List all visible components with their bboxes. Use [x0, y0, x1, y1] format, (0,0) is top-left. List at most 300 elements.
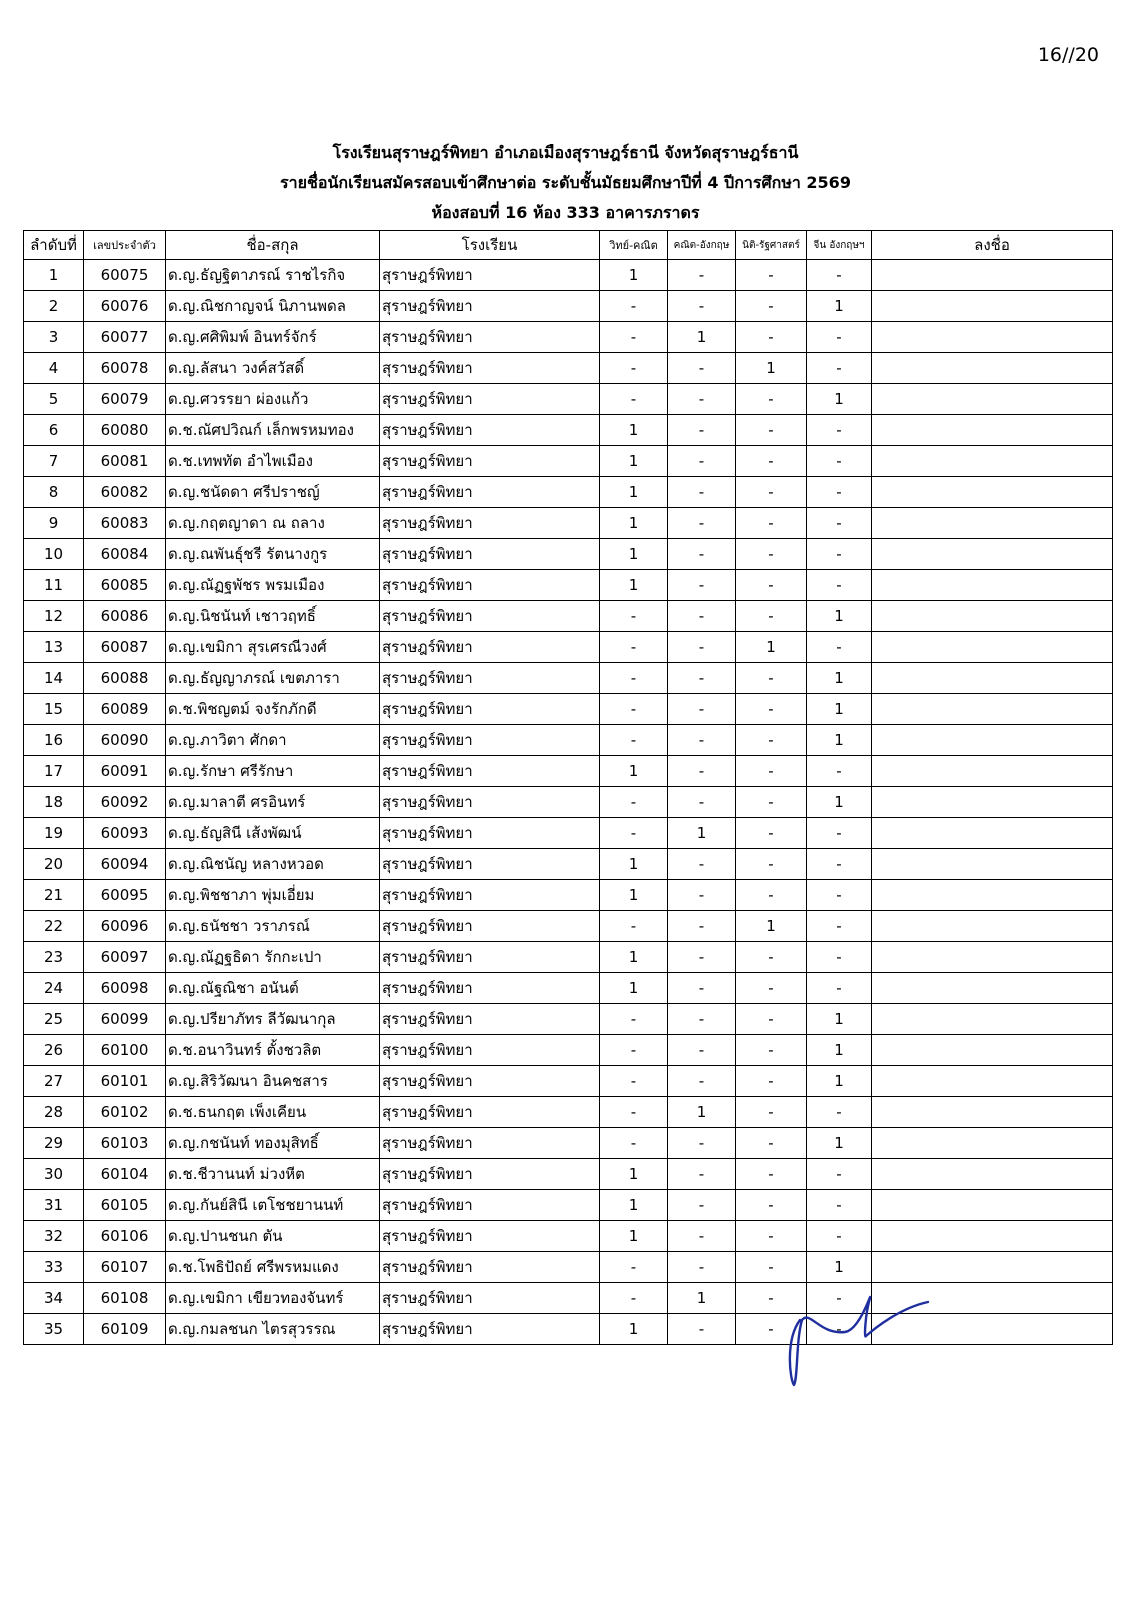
student-id: 60087 [84, 632, 166, 663]
table-row [24, 756, 1113, 787]
student-name: ด.ญ.ณัฏฐพัชร พรมเมือง [166, 570, 380, 601]
signature-cell [872, 911, 1113, 942]
row-number: 24 [24, 973, 84, 1004]
student-id: 60089 [84, 694, 166, 725]
sci-math-mark: 1 [600, 415, 668, 446]
student-name: ด.ญ.ธัญฐิตาภรณ์ ราชไรกิจ [166, 260, 380, 291]
math-eng-mark: - [668, 694, 736, 725]
table-row [24, 1314, 1113, 1345]
signature-cell [872, 663, 1113, 694]
law-polsci-mark: - [736, 663, 807, 694]
school-name: สุราษฎร์พิทยา [380, 322, 600, 353]
math-eng-mark: - [668, 539, 736, 570]
signature-cell [872, 353, 1113, 384]
chinese-eng-mark: - [807, 1221, 872, 1252]
signature-cell [872, 880, 1113, 911]
signature-cell [872, 508, 1113, 539]
math-eng-mark: - [668, 756, 736, 787]
signature-cell [872, 1004, 1113, 1035]
student-id: 60084 [84, 539, 166, 570]
student-name: ด.ญ.ปานชนก ตัน [166, 1221, 380, 1252]
table-body [24, 260, 1113, 1345]
chinese-eng-mark: - [807, 1097, 872, 1128]
sci-math-mark: 1 [600, 570, 668, 601]
table-row [24, 849, 1113, 880]
chinese-eng-mark: - [807, 539, 872, 570]
student-id: 60088 [84, 663, 166, 694]
law-polsci-mark: - [736, 1066, 807, 1097]
exam-room-title: ห้องสอบที่ 16 ห้อง 333 อาคารภราดร [431, 203, 700, 222]
sci-math-mark: 1 [600, 477, 668, 508]
row-number: 18 [24, 787, 84, 818]
row-number: 6 [24, 415, 84, 446]
table-row [24, 942, 1113, 973]
table-row [24, 1159, 1113, 1190]
student-name: ด.ญ.กฤตญาดา ณ ถลาง [166, 508, 380, 539]
signature-cell [872, 1035, 1113, 1066]
student-id: 60093 [84, 818, 166, 849]
table-row [24, 973, 1113, 1004]
chinese-eng-mark: 1 [807, 787, 872, 818]
sci-math-mark: 1 [600, 260, 668, 291]
sci-math-mark: 1 [600, 1314, 668, 1345]
school-name: สุราษฎร์พิทยา [380, 1035, 600, 1066]
signature-cell [872, 632, 1113, 663]
school-name: สุราษฎร์พิทยา [380, 291, 600, 322]
student-id: 60095 [84, 880, 166, 911]
school-name: สุราษฎร์พิทยา [380, 1097, 600, 1128]
row-number: 21 [24, 880, 84, 911]
school-name: สุราษฎร์พิทยา [380, 570, 600, 601]
student-id: 60108 [84, 1283, 166, 1314]
school-name: สุราษฎร์พิทยา [380, 725, 600, 756]
school-name: สุราษฎร์พิทยา [380, 446, 600, 477]
table-row [24, 694, 1113, 725]
school-name: สุราษฎร์พิทยา [380, 1128, 600, 1159]
student-name: ด.ญ.กชนันท์ ทองมุสิทธิ์ [166, 1128, 380, 1159]
student-name: ด.ญ.ณพันธุ์ชรี รัตนางกูร [166, 539, 380, 570]
table-row [24, 632, 1113, 663]
student-name: ด.ญ.ธนัชชา วราภรณ์ [166, 911, 380, 942]
sci-math-mark: - [600, 911, 668, 942]
sci-math-mark: 1 [600, 756, 668, 787]
signature-cell [872, 446, 1113, 477]
student-id: 60081 [84, 446, 166, 477]
signature-cell [872, 384, 1113, 415]
row-number: 31 [24, 1190, 84, 1221]
sci-math-mark: 1 [600, 446, 668, 477]
math-eng-mark: - [668, 446, 736, 477]
signature-cell [872, 570, 1113, 601]
student-name: ด.ญ.ศศิพิมพ์ อินทร์จักร์ [166, 322, 380, 353]
row-number: 34 [24, 1283, 84, 1314]
sci-math-mark: - [600, 322, 668, 353]
table-row [24, 539, 1113, 570]
sci-math-mark: - [600, 601, 668, 632]
math-eng-mark: - [668, 1128, 736, 1159]
law-polsci-mark: - [736, 756, 807, 787]
sci-math-mark: - [600, 818, 668, 849]
table-row [24, 384, 1113, 415]
math-eng-mark: - [668, 942, 736, 973]
row-number: 19 [24, 818, 84, 849]
chinese-eng-mark: - [807, 1159, 872, 1190]
math-eng-mark: 1 [668, 1097, 736, 1128]
table-row [24, 570, 1113, 601]
row-number: 26 [24, 1035, 84, 1066]
law-polsci-mark: 1 [736, 353, 807, 384]
student-id: 60079 [84, 384, 166, 415]
sci-math-mark: - [600, 1066, 668, 1097]
math-eng-mark: - [668, 601, 736, 632]
table-row [24, 446, 1113, 477]
school-name: สุราษฎร์พิทยา [380, 384, 600, 415]
student-id: 60078 [84, 353, 166, 384]
student-id: 60099 [84, 1004, 166, 1035]
row-number: 16 [24, 725, 84, 756]
school-name: สุราษฎร์พิทยา [380, 601, 600, 632]
table-row [24, 1097, 1113, 1128]
student-name: ด.ญ.พิชชาภา พุ่มเอี่ยม [166, 880, 380, 911]
math-eng-mark: - [668, 384, 736, 415]
signature-cell [872, 1097, 1113, 1128]
school-name: สุราษฎร์พิทยา [380, 539, 600, 570]
chinese-eng-mark: - [807, 508, 872, 539]
student-id: 60080 [84, 415, 166, 446]
school-name: สุราษฎร์พิทยา [380, 911, 600, 942]
chinese-eng-mark: - [807, 942, 872, 973]
law-polsci-mark: - [736, 446, 807, 477]
student-name: ด.ญ.เขมิกา สุรเศรณีวงศ์ [166, 632, 380, 663]
row-number: 7 [24, 446, 84, 477]
sci-math-mark: - [600, 1097, 668, 1128]
chinese-eng-mark: - [807, 353, 872, 384]
math-eng-mark: - [668, 632, 736, 663]
math-eng-mark: 1 [668, 1283, 736, 1314]
chinese-eng-mark: 1 [807, 1066, 872, 1097]
chinese-eng-mark: - [807, 911, 872, 942]
chinese-eng-mark: 1 [807, 601, 872, 632]
law-polsci-mark: - [736, 849, 807, 880]
sci-math-mark: 1 [600, 1159, 668, 1190]
law-polsci-mark: - [736, 539, 807, 570]
sci-math-mark: - [600, 1283, 668, 1314]
student-name: ด.ญ.ณัฏฐธิดา รักกะเปา [166, 942, 380, 973]
row-number: 17 [24, 756, 84, 787]
school-name: สุราษฎร์พิทยา [380, 1159, 600, 1190]
law-polsci-mark: - [736, 1252, 807, 1283]
chinese-eng-mark: 1 [807, 1252, 872, 1283]
school-title: โรงเรียนสุราษฎร์พิทยา อำเภอเมืองสุราษฎร์ธานี จังหวัดสุราษฎร์ธานี [332, 143, 799, 162]
row-number: 12 [24, 601, 84, 632]
row-number: 25 [24, 1004, 84, 1035]
chinese-eng-mark: - [807, 1283, 872, 1314]
chinese-eng-mark: 1 [807, 725, 872, 756]
sci-math-mark: 1 [600, 942, 668, 973]
student-name: ด.ช.พิชญตม์ จงรักภักดี [166, 694, 380, 725]
table-header-row [24, 231, 1113, 260]
signature-cell [872, 818, 1113, 849]
math-eng-mark: - [668, 477, 736, 508]
law-polsci-mark: - [736, 1128, 807, 1159]
row-number: 20 [24, 849, 84, 880]
math-eng-mark: - [668, 1004, 736, 1035]
school-name: สุราษฎร์พิทยา [380, 508, 600, 539]
signature-cell [872, 849, 1113, 880]
law-polsci-mark: - [736, 601, 807, 632]
math-eng-mark: - [668, 353, 736, 384]
signature-cell [872, 539, 1113, 570]
school-name: สุราษฎร์พิทยา [380, 694, 600, 725]
signature-scribble [780, 1280, 940, 1400]
student-name: ด.ญ.ณัฐณิชา อนันต์ [166, 973, 380, 1004]
chinese-eng-mark: - [807, 818, 872, 849]
law-polsci-mark: - [736, 818, 807, 849]
chinese-eng-mark: - [807, 1314, 872, 1345]
student-id: 60097 [84, 942, 166, 973]
table-row [24, 260, 1113, 291]
school-name: สุราษฎร์พิทยา [380, 1314, 600, 1345]
column-header-school: โรงเรียน [380, 231, 600, 260]
sci-math-mark: 1 [600, 849, 668, 880]
math-eng-mark: - [668, 291, 736, 322]
row-number: 23 [24, 942, 84, 973]
signature-cell [872, 1252, 1113, 1283]
signature-cell [872, 477, 1113, 508]
law-polsci-mark: - [736, 477, 807, 508]
student-id: 60094 [84, 849, 166, 880]
student-id: 60092 [84, 787, 166, 818]
table-row [24, 353, 1113, 384]
signature-cell [872, 756, 1113, 787]
student-id: 60086 [84, 601, 166, 632]
student-id: 60076 [84, 291, 166, 322]
signature-cell [872, 1190, 1113, 1221]
student-name: ด.ญ.ณิชนัญ หลางหวอด [166, 849, 380, 880]
row-number: 13 [24, 632, 84, 663]
student-name: ด.ญ.ธัญสินี เส้งพัฒน์ [166, 818, 380, 849]
row-number: 2 [24, 291, 84, 322]
law-polsci-mark: - [736, 291, 807, 322]
law-polsci-mark: - [736, 508, 807, 539]
math-eng-mark: - [668, 1221, 736, 1252]
math-eng-mark: 1 [668, 818, 736, 849]
law-polsci-mark: - [736, 1190, 807, 1221]
school-name: สุราษฎร์พิทยา [380, 477, 600, 508]
row-number: 29 [24, 1128, 84, 1159]
row-number: 14 [24, 663, 84, 694]
math-eng-mark: - [668, 849, 736, 880]
school-name: สุราษฎร์พิทยา [380, 880, 600, 911]
student-name: ด.ญ.ลัสนา วงค์สวัสดิ์ [166, 353, 380, 384]
sci-math-mark: - [600, 1004, 668, 1035]
law-polsci-mark: - [736, 787, 807, 818]
row-number: 22 [24, 911, 84, 942]
chinese-eng-mark: 1 [807, 291, 872, 322]
law-polsci-mark: - [736, 694, 807, 725]
math-eng-mark: - [668, 260, 736, 291]
student-name: ด.ญ.ธัญญาภรณ์ เขตภารา [166, 663, 380, 694]
column-header-chinese-eng: จีน อังกฤษฯ [807, 231, 872, 260]
student-name: ด.ช.ธนกฤต เพ็งเคียน [166, 1097, 380, 1128]
list-title: รายชื่อนักเรียนสมัครสอบเข้าศึกษาต่อ ระดับชั้นมัธยมศึกษาปีที่ 4 ปีการศึกษา 2569 [280, 173, 851, 192]
student-id: 60109 [84, 1314, 166, 1345]
signature-cell [872, 260, 1113, 291]
column-header-signature: ลงชื่อ [872, 231, 1113, 260]
school-name: สุราษฎร์พิทยา [380, 1066, 600, 1097]
sci-math-mark: 1 [600, 880, 668, 911]
chinese-eng-mark: 1 [807, 384, 872, 415]
math-eng-mark: - [668, 570, 736, 601]
law-polsci-mark: - [736, 725, 807, 756]
signature-cell [872, 601, 1113, 632]
sci-math-mark: - [600, 291, 668, 322]
sci-math-mark: - [600, 694, 668, 725]
page-number: 16//20 [1037, 44, 1099, 66]
sci-math-mark: - [600, 725, 668, 756]
sci-math-mark: - [600, 632, 668, 663]
law-polsci-mark: - [736, 322, 807, 353]
signature-cell [872, 694, 1113, 725]
signature-cell [872, 725, 1113, 756]
student-name: ด.ญ.ณิชกาญจน์ นิภานพดล [166, 291, 380, 322]
school-name: สุราษฎร์พิทยา [380, 1283, 600, 1314]
chinese-eng-mark: - [807, 632, 872, 663]
signature-cell [872, 291, 1113, 322]
school-name: สุราษฎร์พิทยา [380, 787, 600, 818]
sci-math-mark: - [600, 787, 668, 818]
chinese-eng-mark: 1 [807, 694, 872, 725]
table-row [24, 1066, 1113, 1097]
math-eng-mark: - [668, 663, 736, 694]
column-header-sci-math: วิทย์-คณิต [600, 231, 668, 260]
math-eng-mark: - [668, 508, 736, 539]
student-id: 60103 [84, 1128, 166, 1159]
chinese-eng-mark: - [807, 756, 872, 787]
column-header-name: ชื่อ-สกุล [166, 231, 380, 260]
student-id: 60075 [84, 260, 166, 291]
law-polsci-mark: - [736, 973, 807, 1004]
student-name: ด.ญ.กันย์สินี เตโชชยานนท์ [166, 1190, 380, 1221]
school-name: สุราษฎร์พิทยา [380, 415, 600, 446]
chinese-eng-mark: - [807, 260, 872, 291]
row-number: 33 [24, 1252, 84, 1283]
law-polsci-mark: - [736, 942, 807, 973]
table-row [24, 663, 1113, 694]
school-name: สุราษฎร์พิทยา [380, 849, 600, 880]
signature-cell [872, 973, 1113, 1004]
law-polsci-mark: - [736, 1159, 807, 1190]
student-name: ด.ญ.มาลาตี ศรอินทร์ [166, 787, 380, 818]
law-polsci-mark: - [736, 415, 807, 446]
school-name: สุราษฎร์พิทยา [380, 756, 600, 787]
row-number: 1 [24, 260, 84, 291]
student-id: 60100 [84, 1035, 166, 1066]
math-eng-mark: - [668, 787, 736, 818]
table-row [24, 322, 1113, 353]
student-id: 60106 [84, 1221, 166, 1252]
school-name: สุราษฎร์พิทยา [380, 942, 600, 973]
column-header-law-polsci: นิติ-รัฐศาสตร์ [736, 231, 807, 260]
law-polsci-mark: - [736, 1004, 807, 1035]
school-name: สุราษฎร์พิทยา [380, 663, 600, 694]
sci-math-mark: - [600, 1128, 668, 1159]
table-row [24, 415, 1113, 446]
table-row [24, 725, 1113, 756]
student-id: 60083 [84, 508, 166, 539]
chinese-eng-mark: - [807, 1190, 872, 1221]
law-polsci-mark: - [736, 1314, 807, 1345]
sci-math-mark: 1 [600, 1221, 668, 1252]
student-name: ด.ญ.ชนัดดา ศรีปราชญ์ [166, 477, 380, 508]
table-row [24, 1190, 1113, 1221]
document-header [0, 138, 1131, 228]
table-row [24, 1221, 1113, 1252]
student-id: 60098 [84, 973, 166, 1004]
law-polsci-mark: 1 [736, 632, 807, 663]
table-row [24, 911, 1113, 942]
school-name: สุราษฎร์พิทยา [380, 973, 600, 1004]
chinese-eng-mark: 1 [807, 1128, 872, 1159]
sci-math-mark: 1 [600, 539, 668, 570]
student-name: ด.ญ.เขมิกา เขียวทองจันทร์ [166, 1283, 380, 1314]
table-row [24, 1035, 1113, 1066]
student-name: ด.ญ.กมลชนก ไตรสุวรรณ [166, 1314, 380, 1345]
row-number: 11 [24, 570, 84, 601]
math-eng-mark: - [668, 1190, 736, 1221]
row-number: 10 [24, 539, 84, 570]
row-number: 9 [24, 508, 84, 539]
row-number: 4 [24, 353, 84, 384]
school-name: สุราษฎร์พิทยา [380, 632, 600, 663]
chinese-eng-mark: 1 [807, 1004, 872, 1035]
table-row [24, 787, 1113, 818]
signature-cell [872, 1128, 1113, 1159]
math-eng-mark: - [668, 725, 736, 756]
table-row [24, 818, 1113, 849]
sci-math-mark: - [600, 353, 668, 384]
sci-math-mark: - [600, 1252, 668, 1283]
law-polsci-mark: - [736, 1035, 807, 1066]
math-eng-mark: - [668, 880, 736, 911]
law-polsci-mark: - [736, 1283, 807, 1314]
chinese-eng-mark: - [807, 880, 872, 911]
student-id: 60082 [84, 477, 166, 508]
signature-cell [872, 1066, 1113, 1097]
sci-math-mark: - [600, 384, 668, 415]
table-row [24, 508, 1113, 539]
student-id: 60102 [84, 1097, 166, 1128]
column-header-student-id: เลขประจำตัว [84, 231, 166, 260]
signature-cell [872, 415, 1113, 446]
sci-math-mark: 1 [600, 973, 668, 1004]
column-header-math-eng: คณิต-อังกฤษ [668, 231, 736, 260]
chinese-eng-mark: - [807, 570, 872, 601]
row-number: 27 [24, 1066, 84, 1097]
student-roster-table [23, 230, 1113, 1345]
law-polsci-mark: - [736, 384, 807, 415]
student-name: ด.ญ.รักษา ศรีรักษา [166, 756, 380, 787]
row-number: 32 [24, 1221, 84, 1252]
table-row [24, 477, 1113, 508]
sci-math-mark: 1 [600, 508, 668, 539]
school-name: สุราษฎร์พิทยา [380, 353, 600, 384]
school-name: สุราษฎร์พิทยา [380, 1252, 600, 1283]
signature-cell [872, 1221, 1113, 1252]
student-id: 60101 [84, 1066, 166, 1097]
row-number: 30 [24, 1159, 84, 1190]
row-number: 15 [24, 694, 84, 725]
